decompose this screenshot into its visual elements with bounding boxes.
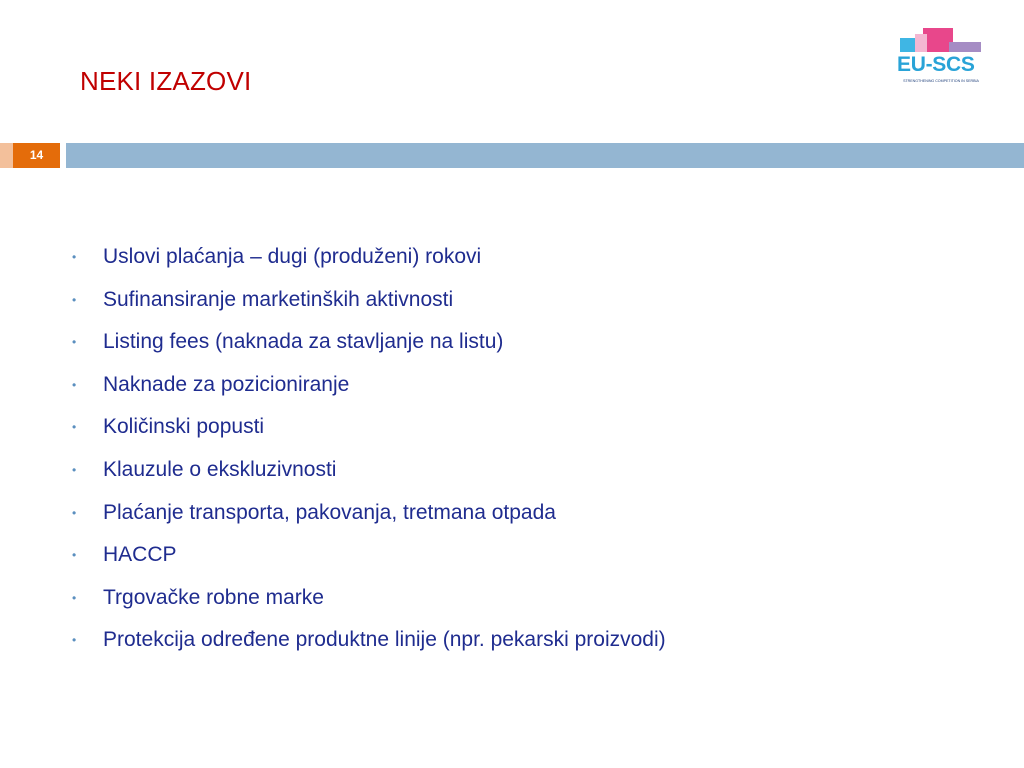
bullet-list: [72, 236, 666, 662]
header-band-left-accent: [0, 143, 13, 168]
bullet-dot-icon: •: [72, 548, 77, 563]
bullet-text: Trgovačke robne marke: [103, 585, 324, 609]
bullet-item: [72, 619, 666, 662]
bullet-text: Plaćanje transporta, pakovanja, tretmana otpada: [103, 500, 556, 524]
bullet-item: [72, 364, 666, 407]
bullet-item: [72, 449, 666, 492]
logo-light-pink-square: [915, 34, 927, 52]
bullet-text: Naknade za pozicioniranje: [103, 372, 350, 396]
logo-text: EU-SCS: [897, 53, 975, 76]
bullet-dot-icon: •: [72, 462, 77, 477]
bullet-item: [72, 279, 666, 322]
bullet-item: [72, 406, 666, 449]
bullet-item: [72, 534, 666, 577]
bullet-text: Količinski popusti: [103, 415, 265, 439]
bullet-item: [72, 577, 666, 620]
bullet-item: [72, 492, 666, 535]
slide-number: 14: [13, 143, 60, 168]
bullet-dot-icon: •: [72, 250, 77, 264]
eu-scs-logo: [897, 26, 985, 86]
bullet-dot-icon: •: [72, 633, 77, 648]
bullet-text: HACCP: [103, 543, 177, 567]
header-band-bar: [66, 143, 1024, 168]
bullet-dot-icon: •: [72, 292, 77, 307]
logo-purple-square: [949, 42, 981, 52]
bullet-dot-icon: •: [72, 505, 77, 520]
bullet-dot-icon: •: [72, 420, 77, 435]
bullet-item: [72, 236, 666, 279]
bullet-dot-icon: •: [72, 590, 77, 605]
bullet-text: Sufinansiranje marketinških aktivnosti: [103, 287, 454, 311]
bullet-item: [72, 321, 666, 364]
bullet-text: Listing fees (naknada za stavljanje na listu): [103, 330, 504, 354]
bullet-text: Uslovi plaćanja – dugi (produženi) rokovi: [103, 245, 482, 268]
logo-tagline: STRENGTHENING COMPETITION IN SERBIA: [903, 79, 979, 83]
bullet-text: Klauzule o ekskluzivnosti: [103, 457, 337, 481]
bullet-dot-icon: •: [72, 377, 77, 392]
bullet-dot-icon: •: [72, 335, 77, 350]
slide-title: NEKI IZAZOVI: [80, 66, 252, 96]
bullet-text: Protekcija određene produktne linije (npr. pekarski proizvodi): [103, 628, 666, 652]
